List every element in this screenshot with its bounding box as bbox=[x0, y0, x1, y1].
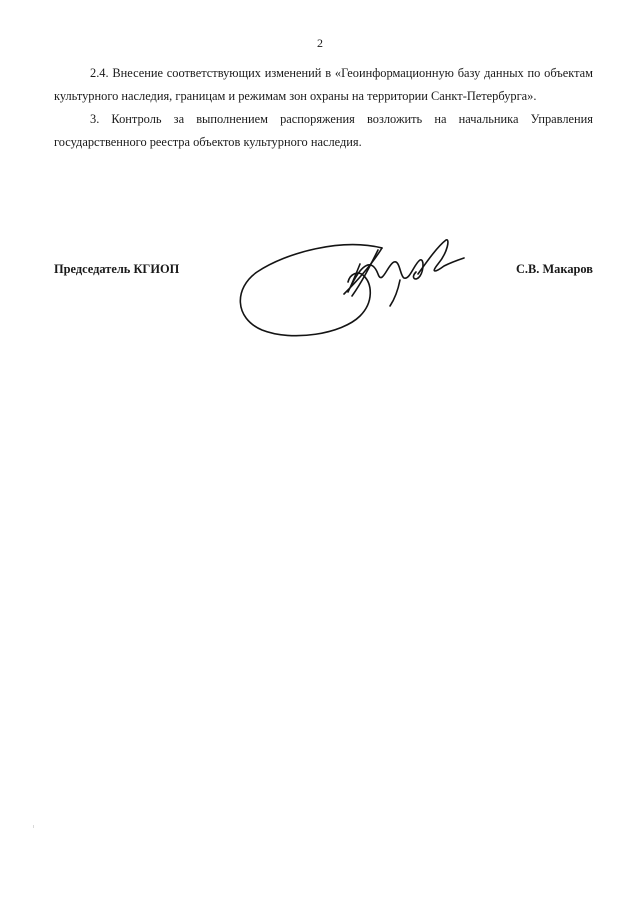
paragraph-2-4: 2.4. Внесение соответствующих изменений в «Геоинформационную базу данных по объектам культурного наследия, границам и режимам зон охраны на территории Санкт-Петербурга». bbox=[54, 66, 593, 103]
handwritten-signature bbox=[232, 234, 468, 344]
scan-artifact bbox=[33, 825, 34, 828]
paragraph-3: 3. Контроль за выполнением распоряжения возложить на начальника Управления государственного реестра объектов культурного наследия. bbox=[54, 112, 593, 149]
document-body bbox=[54, 62, 593, 154]
page-number: 2 bbox=[317, 36, 323, 50]
signer-name: С.В. Макаров bbox=[515, 262, 593, 276]
signer-position-title: Председатель КГИОП bbox=[54, 262, 180, 276]
